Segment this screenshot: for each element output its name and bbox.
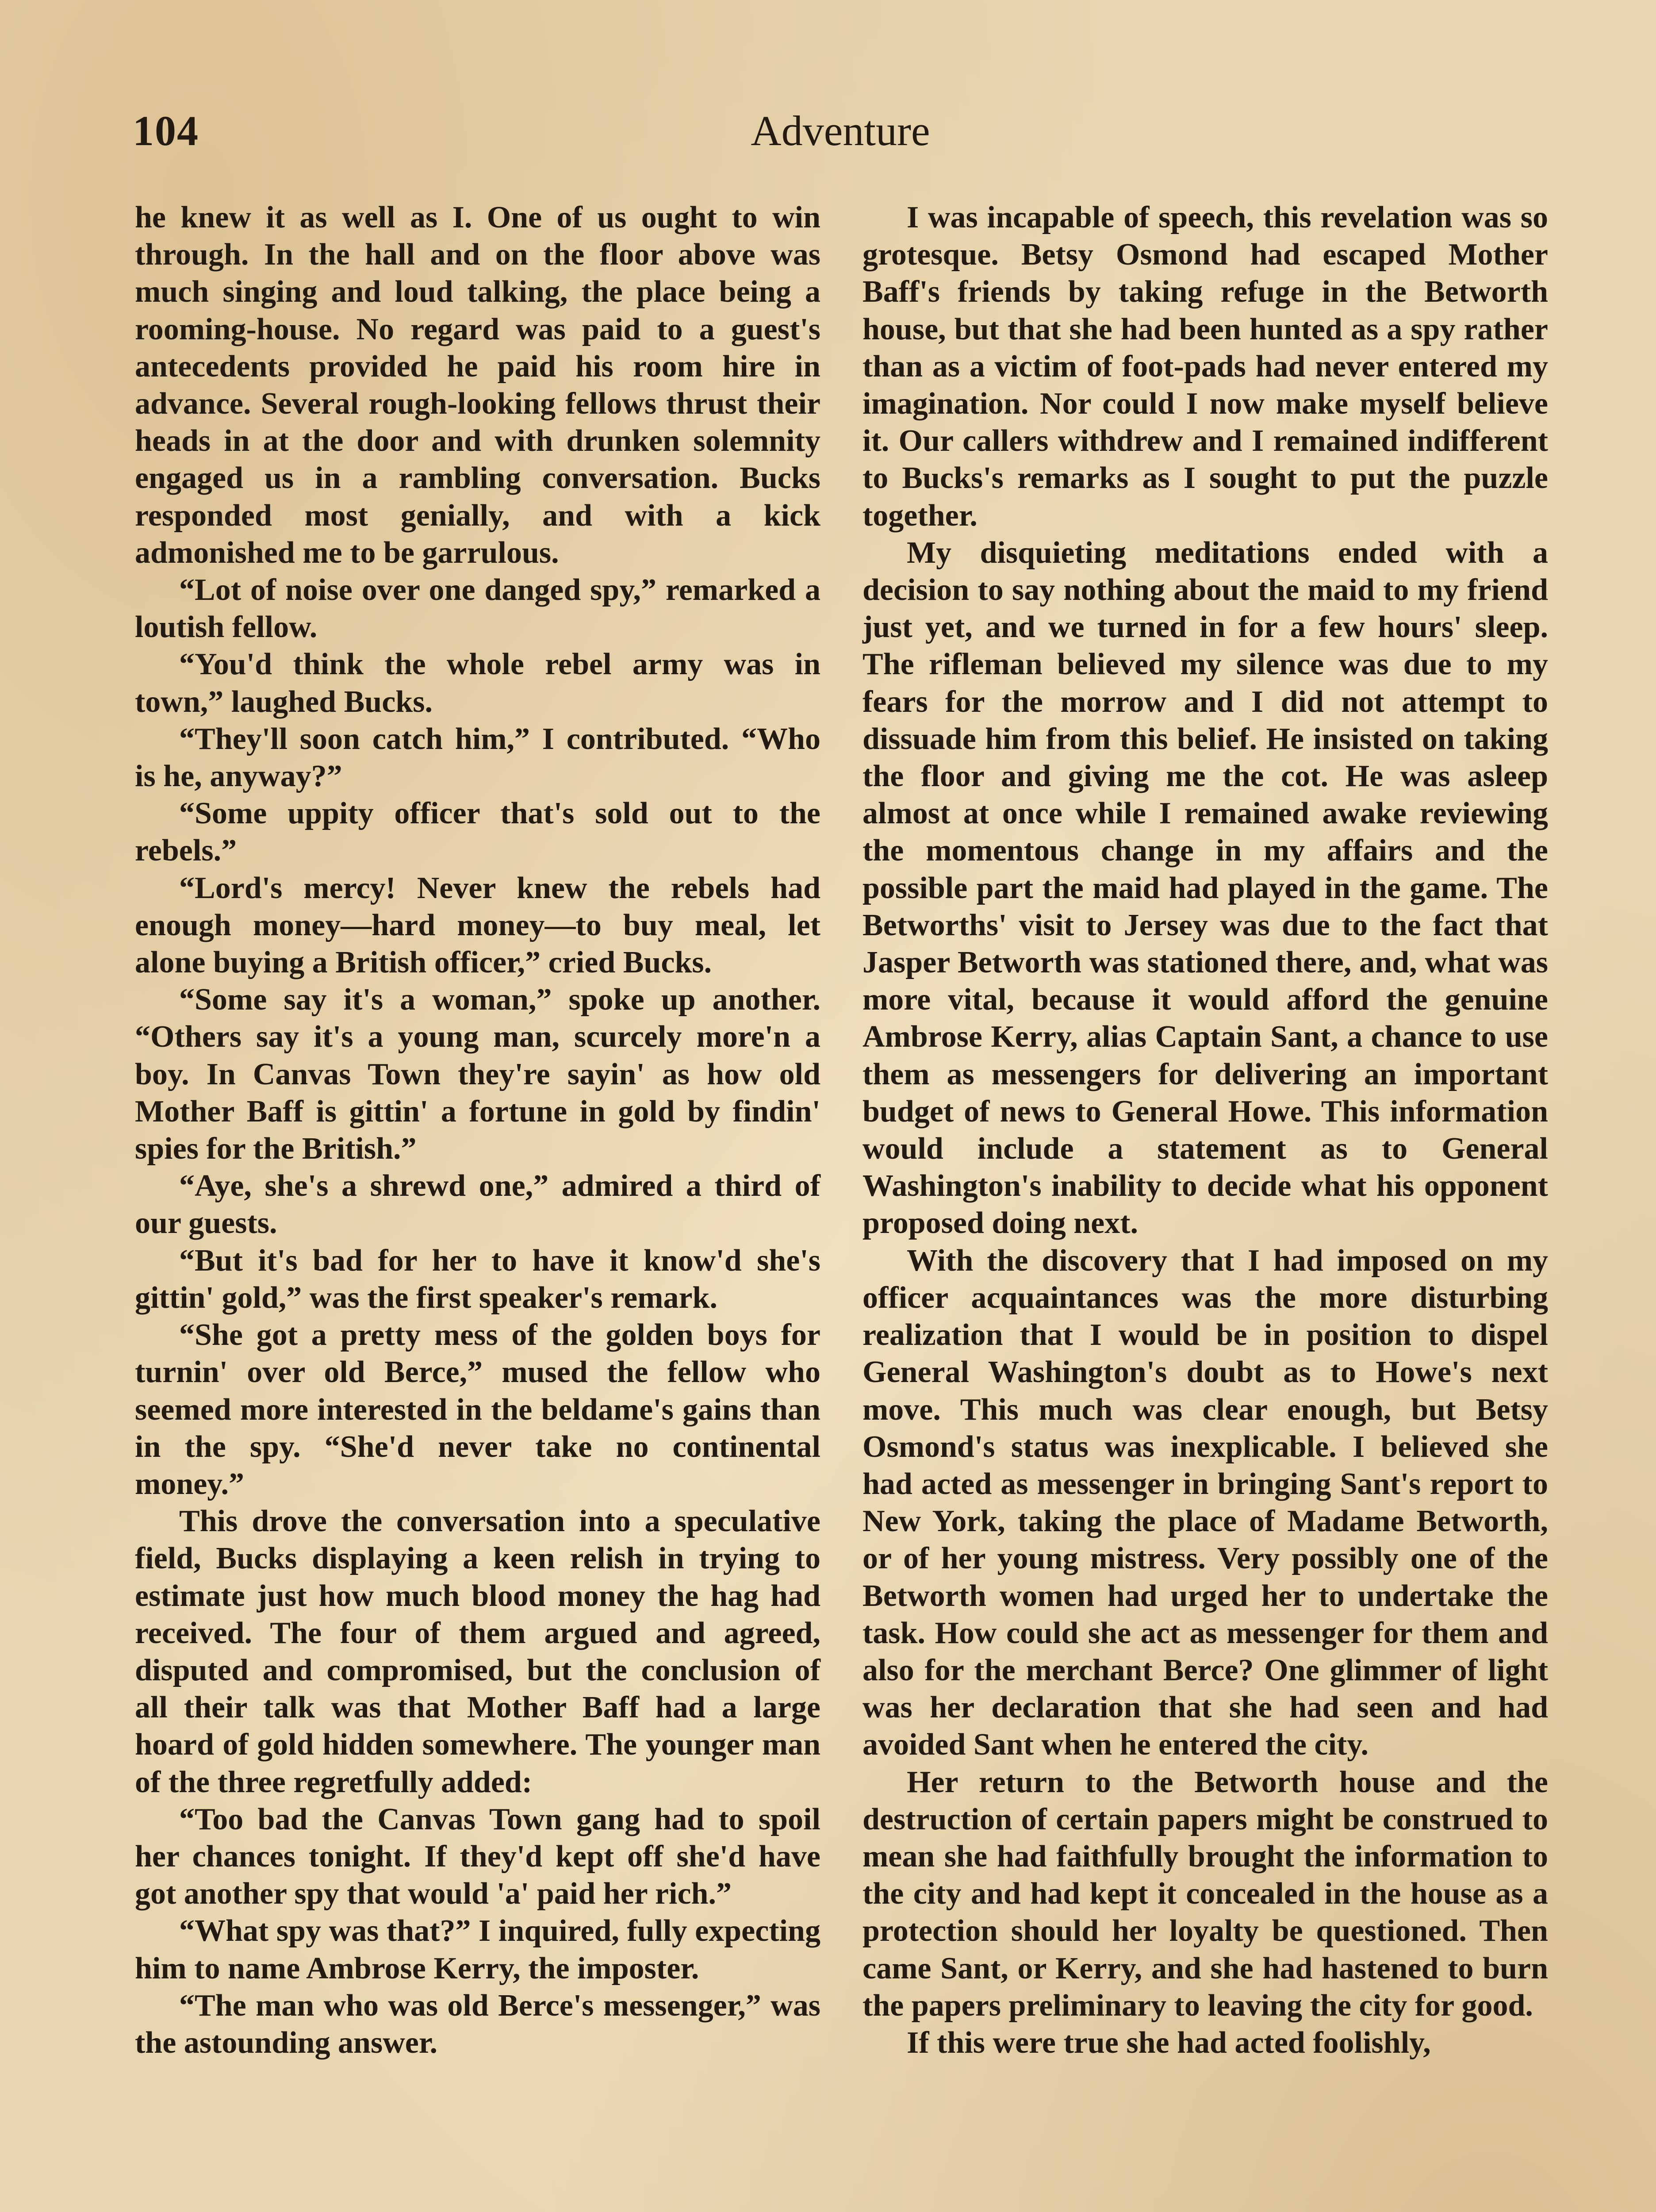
paragraph: “Some say it's a woman,” spoke up another. “Others say it's a young man, scurcely more'n a boy. In Canvas Town they're sayin' as how old Mother Baff is gittin' a fortune in gold by findin' spies for the British.” — [135, 983, 820, 1166]
paragraph: “What spy was that?” I inquired, fully expecting him to name Ambrose Kerry, the imposter. — [135, 1914, 820, 1985]
right-column — [862, 199, 1548, 2062]
page-number: 104 — [133, 107, 199, 154]
paragraph: Her return to the Betworth house and the destruction of certain papers might be construed to mean she had faithfully brought the information to the city and had kept it concealed in the house as a protection should her loyalty be questioned. Then came Sant, or Kerry, and she had hastened to burn the papers preliminary to leaving the city for good. — [862, 1765, 1548, 2023]
left-column — [135, 199, 820, 2062]
paragraph: “Lot of noise over one danged spy,” remarked a loutish fellow. — [135, 573, 820, 645]
paragraph: “The man who was old Berce's messenger,” was the astounding answer. — [135, 1988, 820, 2060]
paragraph: If this were true she had acted foolishly, — [907, 2025, 1431, 2060]
paragraph: “She got a pretty mess of the golden boys for turnin' over old Berce,” mused the fellow who seemed more interested in the beldame's gains than in the spy. “She'd never take no continental money.” — [135, 1318, 820, 1501]
paragraph: “Aye, she's a shrewd one,” admired a third of our guests. — [135, 1169, 820, 1240]
paragraph: “They'll soon catch him,” I contributed. “Who is he, anyway?” — [135, 722, 820, 794]
paragraph: This drove the conversation into a speculative field, Bucks displaying a keen relish in trying to estimate just how much blood money the hag had received. The four of them argued and agreed, disputed and compromised, but the conclusion of all their talk was that Mother Baff had a large hoard of gold hidden somewhere. The younger man of the three regretfully added: — [135, 1504, 820, 1799]
paragraph: “Lord's mercy! Never knew the rebels had enough money—hard money—to buy meal, let alone buying a British officer,” cried Bucks. — [135, 871, 820, 980]
paragraph: “Some uppity officer that's sold out to the rebels.” — [135, 796, 820, 868]
paragraph: “But it's bad for her to have it know'd she's gittin' gold,” was the first speaker's remark. — [135, 1243, 820, 1315]
paragraph: With the discovery that I had imposed on my officer acquaintances was the more disturbing realization that I would be in position to dispel General Washington's doubt as to Howe's next move. This much was clear enough, but Betsy Osmond's status was inexplicable. I believed she had acted as messenger in bringing Sant's report to New York, taking the place of Madame Betworth, or of her young mistress. Very possibly one of the Betworth women had urged her to undertake the task. How could she act as messenger for them and also for the merchant Berce? One glimmer of light was her declaration that she had seen and had avoided Sant when he entered the city. — [862, 1243, 1548, 1762]
paragraph: he knew it as well as I. One of us ought to win through. In the hall and on the floor above was much singing and loud talking, the place being a rooming-house. No regard was paid to a guest's antecedents provided he paid his room hire in advance. Several rough-looking fellows thrust their heads in at the door and with drunken solemnity engaged us in a rambling conversation. Bucks responded most genially, and with a kick admonished me to be garrulous. — [135, 200, 820, 570]
paragraph: “You'd think the whole rebel army was in town,” laughed Bucks. — [135, 647, 820, 719]
paragraph: I was incapable of speech, this revelation was so grotesque. Betsy Osmond had escaped Mother Baff's friends by taking refuge in the Betworth house, but that she had been hunted as a spy rather than as a victim of foot-pads had never entered my imagination. Nor could I now make myself believe it. Our callers withdrew and I remained indifferent to Bucks's remarks as I sought to put the puzzle together. — [862, 200, 1548, 533]
paragraph: “Too bad the Canvas Town gang had to spoil her chances tonight. If they'd kept off she'd have got another spy that would 'a' paid her rich.” — [135, 1802, 820, 1911]
paragraph: My disquieting meditations ended with a decision to say nothing about the maid to my friend just yet, and we turned in for a few hours' sleep. The rifleman believed my silence was due to my fears for the morrow and I did not attempt to dissuade him from this belief. He insisted on taking the floor and giving me the cot. He was asleep almost at once while I remained awake reviewing the momentous change in my affairs and the possible part the maid had played in the game. The Betworths' visit to Jersey was due to the fact that Jasper Betworth was stationed there, and, what was more vital, because it would afford the genuine Ambrose Kerry, alias Captain Sant, a chance to use them as messengers for delivering an important budget of news to General Howe. This information would include a statement as to General Washington's inability to decide what his opponent proposed doing next. — [862, 535, 1548, 1240]
running-title: Adventure — [751, 107, 930, 154]
